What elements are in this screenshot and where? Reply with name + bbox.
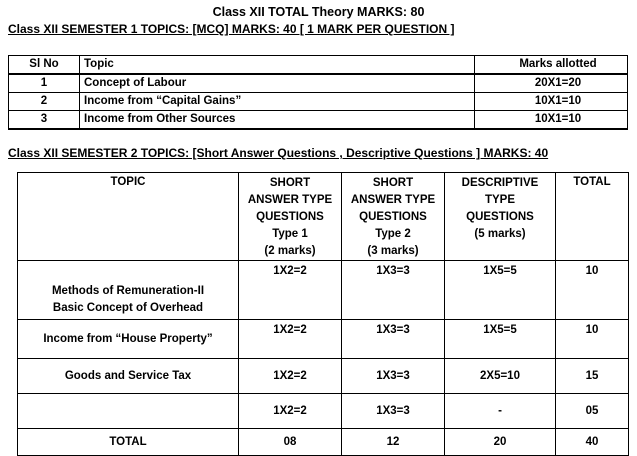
table-row [18, 320, 629, 359]
page-title: Class XII TOTAL Theory MARKS: 80 [212, 5, 425, 19]
table-row [18, 394, 629, 429]
cell-total: 10 [556, 320, 629, 359]
col-marks-allotted: Marks allotted [475, 56, 628, 75]
cell-total: 10 [556, 261, 629, 320]
table-header-row [18, 173, 629, 261]
cell-sa1: 1X2=2 [239, 394, 342, 429]
cell-sl: 1 [9, 74, 80, 93]
cell-desc: 2X5=10 [445, 359, 556, 394]
cell-marks: 20X1=20 [475, 74, 628, 93]
semester2-heading: Class XII SEMESTER 2 TOPICS: [Short Answer Questions , Descriptive Questions ] MARKS: 40 [8, 146, 549, 160]
table-row [18, 261, 629, 320]
col-topic: Topic [80, 56, 475, 75]
cell-marks: 10X1=10 [475, 93, 628, 111]
table-row [9, 74, 628, 93]
cell-desc: 1X5=5 [445, 261, 556, 320]
cell-sl: 2 [9, 93, 80, 111]
cell-total-sa2: 12 [342, 429, 445, 456]
col-total: TOTAL [556, 173, 629, 261]
cell-sa1: 1X2=2 [239, 359, 342, 394]
table-row [18, 359, 629, 394]
cell-sa2: 1X3=3 [342, 261, 445, 320]
header-line: (3 marks) [367, 245, 419, 257]
header-line: DESCRIPTIVE [461, 177, 539, 189]
cell-sa2: 1X3=3 [342, 320, 445, 359]
cell-total-sa1: 08 [239, 429, 342, 456]
col-sl-no: Sl No [9, 56, 80, 75]
header-line: TYPE [484, 194, 516, 206]
cell-sl: 3 [9, 111, 80, 130]
header-line: (2 marks) [264, 245, 316, 257]
totals-row [18, 429, 629, 456]
cell-desc: 1X5=5 [445, 320, 556, 359]
cell-sa1: 1X2=2 [239, 261, 342, 320]
cell-topic: Income from Other Sources [80, 111, 475, 130]
cell-topic: Income from “Capital Gains” [80, 93, 475, 111]
table-header-row [9, 56, 628, 75]
cell-total: 15 [556, 359, 629, 394]
header-line: Type 1 [272, 228, 308, 240]
header-line: QUESTIONS [466, 211, 534, 223]
cell-topic: Goods and Service Tax [18, 359, 239, 394]
cell-desc: - [445, 394, 556, 429]
cell-total: 05 [556, 394, 629, 429]
cell-total-desc: 20 [445, 429, 556, 456]
col-short-answer-type1 [239, 173, 342, 261]
semester1-heading: Class XII SEMESTER 1 TOPICS: [MCQ] MARKS: 40 [ 1 MARK PER QUESTION ] [8, 22, 455, 36]
cell-marks: 10X1=10 [475, 111, 628, 130]
cell-total-label: TOTAL [18, 429, 239, 456]
cell-total-total: 40 [556, 429, 629, 456]
cell-topic [18, 261, 239, 320]
table-row [9, 93, 628, 111]
header-line: ANSWER TYPE [247, 194, 333, 206]
header-line: Type 2 [375, 228, 411, 240]
semester1-table [8, 55, 628, 130]
header-line: SHORT [269, 177, 311, 189]
cell-sa1: 1X2=2 [239, 320, 342, 359]
cell-topic: Income from “House Property” [18, 320, 239, 359]
cell-sa2: 1X3=3 [342, 359, 445, 394]
cell-topic-empty [18, 394, 239, 429]
header-line: ANSWER TYPE [350, 194, 436, 206]
col-topic: TOPIC [18, 173, 239, 261]
header-line: QUESTIONS [256, 211, 324, 223]
topic-line: Methods of Remuneration-II [51, 285, 205, 297]
col-descriptive [445, 173, 556, 261]
cell-topic: Concept of Labour [80, 74, 475, 93]
header-line: SHORT [372, 177, 414, 189]
cell-sa2: 1X3=3 [342, 394, 445, 429]
header-line: QUESTIONS [359, 211, 427, 223]
semester2-table [17, 172, 629, 456]
header-line: (5 marks) [474, 228, 526, 240]
col-short-answer-type2 [342, 173, 445, 261]
topic-line: Basic Concept of Overhead [52, 302, 204, 314]
table-row [9, 111, 628, 130]
